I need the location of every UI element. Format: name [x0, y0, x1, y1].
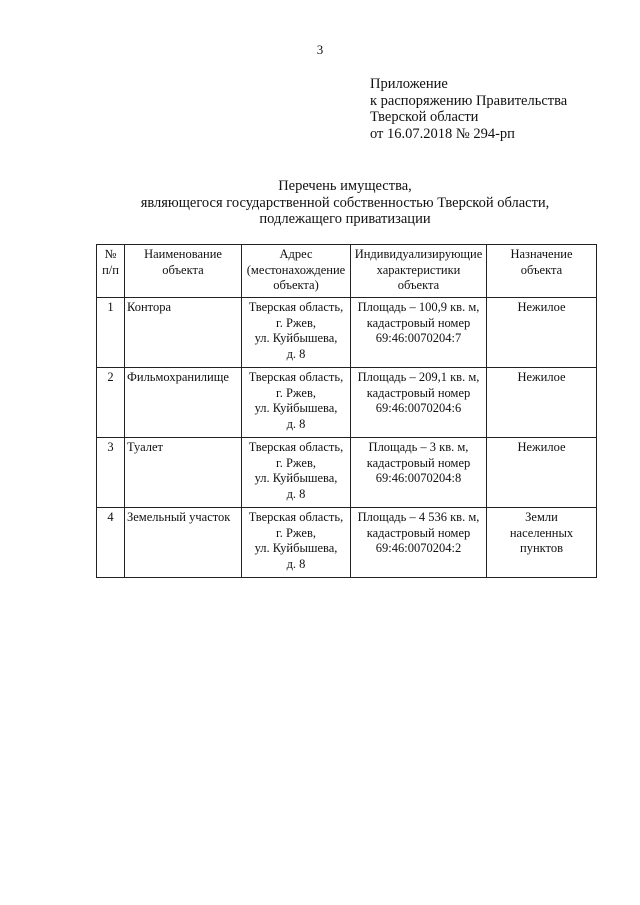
characteristics-cell: [351, 368, 487, 438]
address-cell-line: ул. Куйбышева,: [254, 541, 338, 555]
address-cell-line: г. Ржев,: [276, 385, 316, 400]
table-row: [97, 368, 597, 438]
purpose-cell-line: Земли: [525, 510, 558, 524]
purpose-cell: [487, 368, 597, 438]
address-cell-line: г. Ржев,: [276, 525, 316, 540]
characteristics-cell: [351, 508, 487, 578]
characteristics-cell: [351, 298, 487, 368]
header-characteristics-line: Индивидуализирующие: [354, 247, 483, 261]
table-row: [97, 298, 597, 368]
address-cell-line: ул. Куйбышева,: [254, 471, 338, 485]
header-purpose-line: объекта: [520, 262, 563, 277]
object-name-cell: Земельный участок: [125, 508, 242, 578]
purpose-cell: [487, 438, 597, 508]
title-line-2: являющегося государственной собственностью Тверской области,: [140, 194, 550, 211]
address-cell-line: д. 8: [286, 416, 306, 431]
header-purpose: [487, 245, 597, 298]
purpose-cell-line: Нежилое: [517, 300, 566, 314]
address-cell: [242, 508, 351, 578]
purpose-cell-line: населенных: [509, 525, 574, 540]
characteristics-cell-line: кадастровый номер: [366, 315, 471, 330]
table-row: [97, 508, 597, 578]
header-number-line: №: [104, 247, 117, 261]
table-row: [97, 438, 597, 508]
characteristics-cell-line: 69:46:0070204:6: [375, 401, 462, 415]
characteristics-cell-line: Площадь – 4 536 кв. м,: [357, 510, 480, 524]
header-name-line: объекта: [162, 262, 204, 277]
purpose-cell-line: Нежилое: [517, 440, 566, 454]
address-cell-line: Тверская область,: [248, 440, 344, 454]
address-cell: [242, 438, 351, 508]
header-address-line: (местонахождение: [246, 262, 346, 277]
characteristics-cell: [351, 438, 487, 508]
row-number-cell: 1: [97, 298, 125, 368]
characteristics-cell-line: Площадь – 100,9 кв. м,: [357, 300, 480, 314]
appendix-header: [370, 76, 567, 142]
header-address-line: Адрес: [279, 247, 313, 261]
title-line-3: подлежащего приватизации: [259, 211, 431, 227]
address-cell-line: д. 8: [286, 346, 306, 361]
appendix-line-4: от 16.07.2018 № 294-рп: [370, 125, 515, 142]
table-header-row: [97, 245, 597, 298]
characteristics-cell-line: Площадь – 209,1 кв. м,: [357, 370, 480, 384]
characteristics-cell-line: Площадь – 3 кв. м,: [368, 440, 469, 454]
row-number-cell: 2: [97, 368, 125, 438]
object-name-cell: Фильмохранилище: [125, 368, 242, 438]
characteristics-cell-line: кадастровый номер: [366, 455, 471, 470]
table-body: [97, 298, 597, 578]
header-address: [242, 245, 351, 298]
header-purpose-line: Назначение: [510, 247, 573, 261]
appendix-line-2: к распоряжению Правительства: [370, 92, 568, 109]
characteristics-cell-line: 69:46:0070204:2: [375, 541, 462, 555]
row-number-cell: 4: [97, 508, 125, 578]
header-name-line: Наименование: [144, 247, 222, 261]
characteristics-cell-line: 69:46:0070204:8: [375, 471, 462, 485]
header-characteristics-line: характеристики: [376, 262, 461, 277]
property-table: [96, 244, 597, 578]
title-line-1: Перечень имущества,: [278, 178, 412, 194]
address-cell-line: д. 8: [286, 556, 306, 571]
page-number: 3: [316, 42, 324, 57]
address-cell: [242, 368, 351, 438]
address-cell-line: Тверская область,: [248, 370, 344, 384]
purpose-cell-line: Нежилое: [517, 370, 566, 384]
address-cell-line: ул. Куйбышева,: [254, 331, 338, 345]
characteristics-cell-line: 69:46:0070204:7: [375, 331, 462, 345]
characteristics-cell-line: кадастровый номер: [366, 385, 471, 400]
address-cell-line: ул. Куйбышева,: [254, 401, 338, 415]
row-number-cell: 3: [97, 438, 125, 508]
address-cell-line: д. 8: [286, 486, 306, 501]
header-address-line: объекта): [273, 278, 319, 292]
appendix-line-3: Тверской области: [370, 109, 479, 125]
header-name: [125, 245, 242, 298]
address-cell: [242, 298, 351, 368]
document-title: [0, 178, 640, 228]
object-name-cell: Контора: [125, 298, 242, 368]
appendix-line-1: Приложение: [370, 76, 448, 92]
address-cell-line: Тверская область,: [248, 510, 344, 524]
purpose-cell: [487, 298, 597, 368]
header-characteristics: [351, 245, 487, 298]
purpose-cell-line: пунктов: [520, 541, 563, 555]
header-characteristics-line: объекта: [397, 278, 440, 292]
characteristics-cell-line: кадастровый номер: [366, 525, 471, 540]
header-number: [97, 245, 125, 298]
address-cell-line: г. Ржев,: [276, 455, 316, 470]
header-number-line: п/п: [102, 262, 119, 277]
address-cell-line: Тверская область,: [248, 300, 344, 314]
purpose-cell: [487, 508, 597, 578]
object-name-cell: Туалет: [125, 438, 242, 508]
address-cell-line: г. Ржев,: [276, 315, 316, 330]
